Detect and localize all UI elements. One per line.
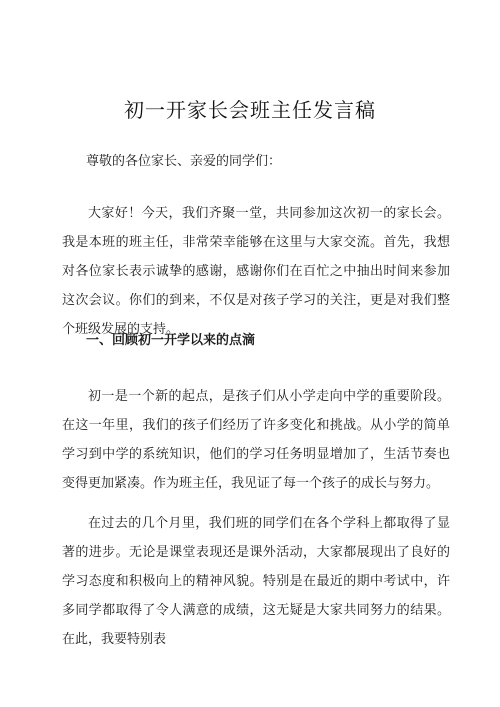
paragraph-new-start: 初一是一个新的起点，是孩子们从小学走向中学的重要阶段。在这一年里，我们的孩子们经历了许多变化和挑战。从小学的简单学习到中学的系统知识，他们的学习任务明显增加了，生活节奏也变得更加紧凑。作为班主任，我见证了每一个孩子的成长与努力。	[62, 389, 450, 491]
section-heading: 一、回顾初一开学以来的点滴	[86, 333, 256, 348]
paragraph-intro: 大家好！今天，我们齐聚一堂，共同参加这次初一的家长会。我是本班的班主任，非常荣幸能够在这里与大家交流。首先，我想对各位家长表示诚挚的感谢，感谢你们在百忙之中抽出时间来参加这次会议。你们的到来，不仅是对孩子学习的关注，更是对我们整个班级发展的支持。	[62, 206, 450, 337]
paragraph-progress: 在过去的几个月里，我们班的同学们在各个学科上都取得了显著的进步。无论是课堂表现还是课外活动，大家都展现出了良好的学习态度和积极向上的精神风貌。特别是在最近的期中考试中，许多同学都取得了令人满意的成绩，这无疑是大家共同努力的结果。在此，我要特别表	[62, 516, 450, 647]
salutation: 尊敬的各位家长、亲爱的同学们：	[86, 154, 282, 169]
document-title: 初一开家长会班主任发言稿	[124, 98, 376, 122]
